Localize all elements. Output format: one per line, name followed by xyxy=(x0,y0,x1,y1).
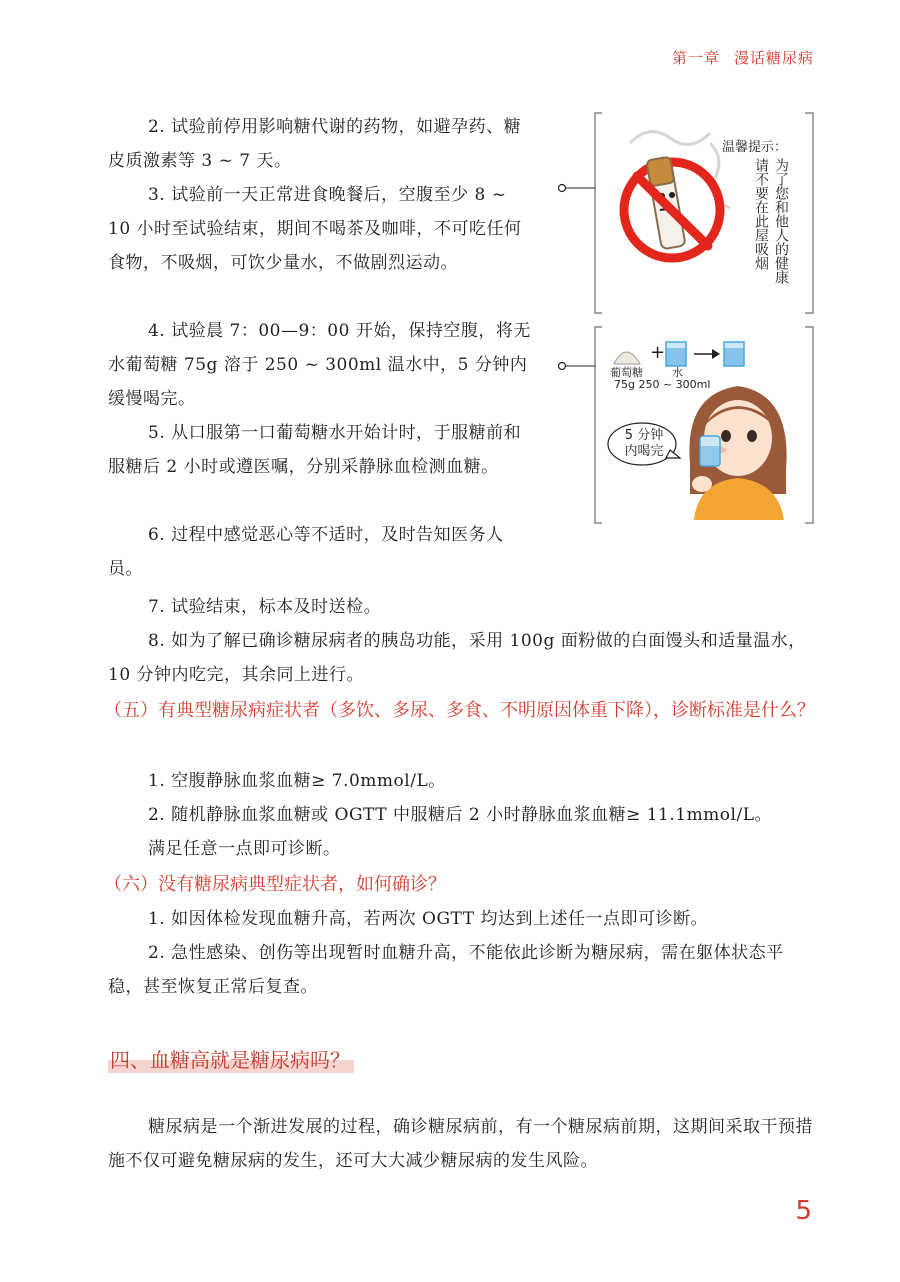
paragraph-7: 7. 试验结束，标本及时送检。 xyxy=(148,597,382,617)
section-5-heading: （五）有典型糖尿病症状者（多饮、多尿、多食、不明原因体重下降），诊断标准是什么？ xyxy=(104,700,815,721)
amounts-label: 75g 250 ~ 300ml xyxy=(614,378,711,391)
section-6-item-2: 2. 急性感染、创伤等出现暂时血糖升高，不能依此诊断为糖尿病，需在躯体状态平稳，甚至恢复正常后复查。 xyxy=(108,943,784,997)
svg-text:+: + xyxy=(650,342,666,363)
connector-line-1 xyxy=(556,178,596,198)
section-5-item-2: 2. 随机静脉血浆血糖或 OGTT 中服糖后 2 小时静脉血浆血糖≥ 11.1mmol/L。 xyxy=(148,805,772,825)
section-6-heading: （六）没有糖尿病典型症状者，如何确诊？ xyxy=(104,874,446,895)
paragraph-3: 3. 试验前一天正常进食晚餐后，空腹至少 8 ~ 10 小时至试验结束，期间不喝茶及咖啡，不可吃任何食物，不吸烟，可饮少量水，不做剧烈运动。 xyxy=(108,185,522,273)
chapter-label: 第一章 xyxy=(671,49,720,67)
connector-line-2 xyxy=(556,356,596,376)
glucose-label: 葡萄糖 xyxy=(610,366,643,379)
section-5-item-1: 1. 空腹静脉血浆血糖≥ 7.0mmol/L。 xyxy=(148,771,446,791)
running-header xyxy=(658,47,814,68)
page-number: 5 xyxy=(795,1196,812,1226)
sign-text-col-1: 为了您和他人的健康 xyxy=(773,158,789,284)
paragraph-4: 4. 试验晨 7：00—9：00 开始，保持空腹，将无水葡萄糖 75g 溶于 250 ~ 300ml 温水中，5 分钟内缓慢喝完。 xyxy=(108,321,531,409)
no-smoking-icon xyxy=(610,118,740,268)
section-4-body: 糖尿病是一个渐进发展的过程，确诊糖尿病前，有一个糖尿病前期，这期间采取干预措施不仅可避免糖尿病的发生，还可大大减少糖尿病的发生风险。 xyxy=(108,1117,813,1171)
chapter-title: 漫话糖尿病 xyxy=(733,49,814,67)
section-5-note: 满足任意一点即可诊断。 xyxy=(148,839,341,859)
paragraph-2: 2. 试验前停用影响糖代谢的药物，如避孕药、糖皮质激素等 3 ~ 7 天。 xyxy=(108,117,522,171)
paragraph-6: 6. 过程中感觉恶心等不适时，及时告知医务人员。 xyxy=(108,525,504,579)
paragraph-5: 5. 从口服第一口葡萄糖水开始计时，于服糖前和服糖后 2 小时或遵医嘱，分别采静脉血检测血糖。 xyxy=(108,423,522,477)
water-label: 水 xyxy=(672,366,683,379)
section-6-item-1: 1. 如因体检发现血糖升高，若两次 OGTT 均达到上述任一点即可诊断。 xyxy=(148,909,708,929)
girl-drinking-illustration xyxy=(680,374,800,520)
tip-label: 温馨提示： xyxy=(722,140,788,155)
paragraph-8: 8. 如为了解已确诊糖尿病者的胰岛功能，采用 100g 面粉做的白面馒头和适量温水，10 分钟内吃完，其余同上进行。 xyxy=(108,631,806,685)
sign-text-col-2: 请不要在此屋吸烟 xyxy=(753,158,769,270)
section-4-title: 四、血糖高就是糖尿病吗？ xyxy=(108,1044,354,1073)
bubble-text: 5 分钟内喝完 xyxy=(624,428,664,459)
